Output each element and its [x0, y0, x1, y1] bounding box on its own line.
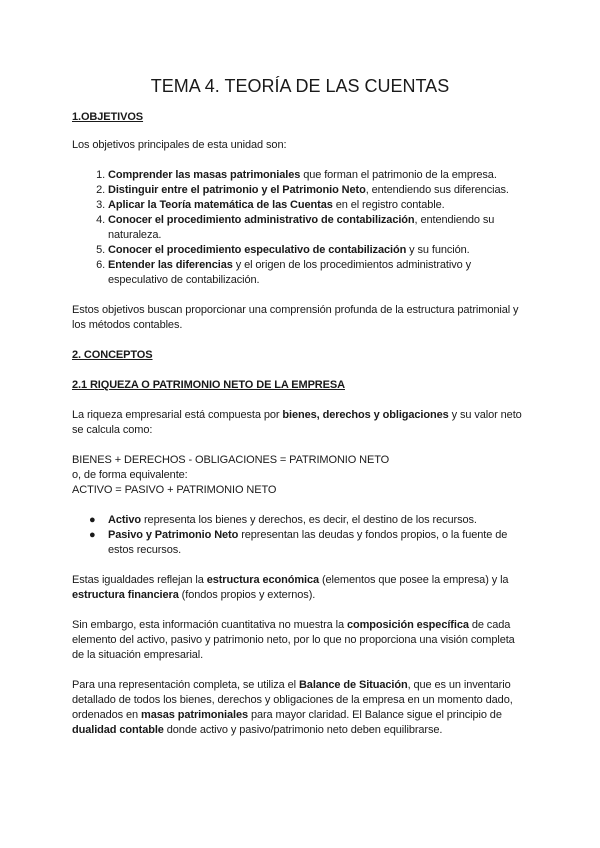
paragraph-composicion: Sin embargo, esta información cuantitativa no muestra la composición específica de cada elemento del activo, pasivo y patrimonio neto, por lo que no proporciona una visión completa de la situación empresarial.: [72, 619, 515, 661]
bullet-dot-icon: ●: [89, 514, 96, 526]
objetivo-item: 3. Aplicar la Teoría matemática de las Cuentas en el registro contable.: [108, 198, 528, 213]
paragraph-balance: Para una representación completa, se utiliza el Balance de Situación, que es un inventario detallado de todos los bienes, derechos y obligaciones de la empresa en un momento dado, ordenados en masas patrimoniales para mayor claridad. El Balance sigue el principio de dualidad contable donde activo y pasivo/patrimonio neto deben equilibrarse.: [72, 679, 513, 736]
formula-line: ACTIVO = PASIVO + PATRIMONIO NETO: [72, 484, 277, 496]
paragraph-riqueza: La riqueza empresarial está compuesta por bienes, derechos y obligaciones y su valor neto se calcula como:: [72, 409, 522, 436]
subsection-heading-riqueza: 2.1 RIQUEZA O PATRIMONIO NETO DE LA EMPRESA: [72, 379, 345, 391]
paragraph-estructura: Estas igualdades reflejan la estructura económica (elementos que posee la empresa) y la estructura financiera (fondos propios y externos).: [72, 574, 509, 601]
document-body: [72, 110, 528, 738]
formula-connector: o, de forma equivalente:: [72, 469, 188, 481]
formula-line: BIENES + DERECHOS - OBLIGACIONES = PATRIMONIO NETO: [72, 454, 390, 466]
objetivo-item: 1. Comprender las masas patrimoniales que forman el patrimonio de la empresa.: [108, 168, 528, 183]
bullet-item: ● Pasivo y Patrimonio Neto representan las deudas y fondos propios, o la fuente de estos recursos.: [89, 529, 508, 556]
section-heading-conceptos: 2. CONCEPTOS: [72, 349, 153, 361]
section-heading-objetivos: 1.OBJETIVOS: [72, 111, 144, 123]
bullet-item: ● Activo representa los bienes y derechos, es decir, el destino de los recursos.: [89, 514, 477, 526]
objetivo-item: 5. Conocer el procedimiento especulativo de contabilización y su función.: [108, 243, 528, 258]
bullet-dot-icon: ●: [89, 529, 96, 541]
objetivo-item: 4. Conocer el procedimiento administrativo de contabilización, entendiendo su naturaleza.: [108, 213, 528, 243]
objetivo-item: 2. Distinguir entre el patrimonio y el Patrimonio Neto, entendiendo sus diferencias.: [108, 183, 528, 198]
objetivos-intro: Los objetivos principales de esta unidad son:: [72, 139, 287, 151]
objetivos-list: [72, 168, 528, 288]
conceptos-bullet-list: [72, 513, 528, 558]
objetivos-closing: Estos objetivos buscan proporcionar una comprensión profunda de la estructura patrimonial y los métodos contables.: [72, 304, 519, 331]
document-title: TEMA 4. TEORÍA DE LAS CUENTAS: [150, 76, 450, 96]
objetivo-item: 6. Entender las diferencias y el origen de los procedimientos administrativo y especulativo de contabilización.: [108, 258, 528, 288]
